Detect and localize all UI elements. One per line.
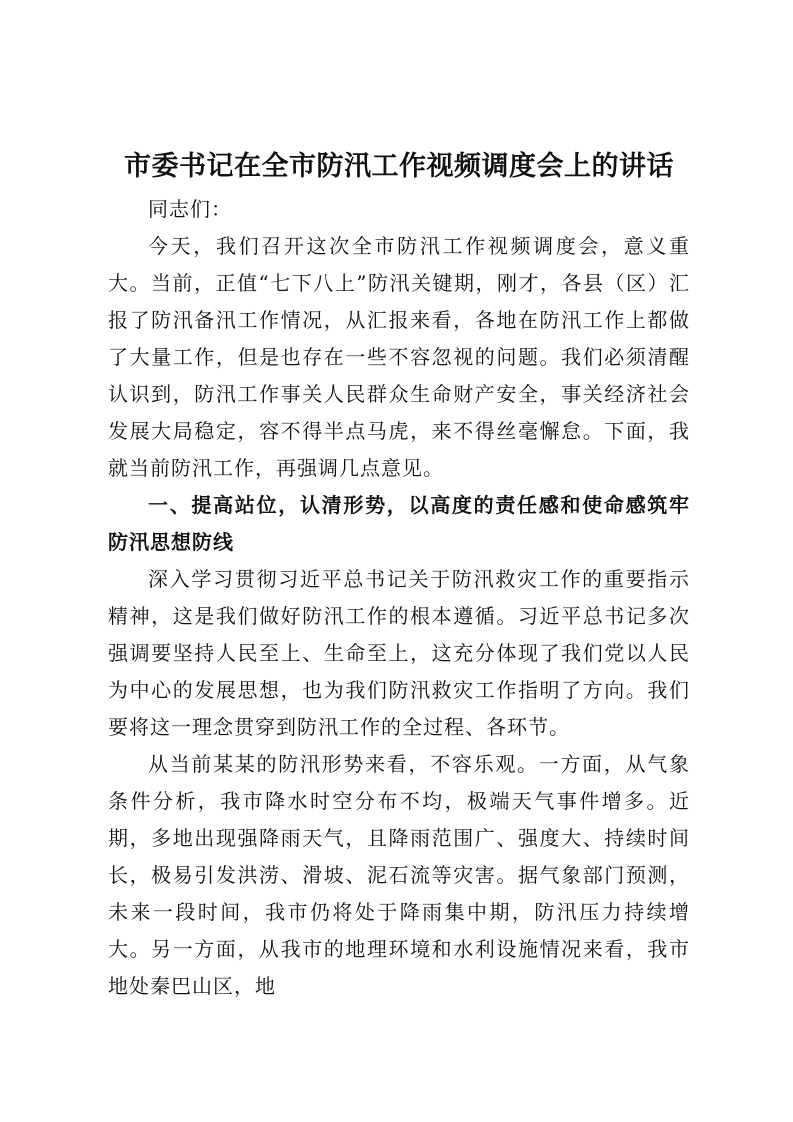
section-heading-1: 一、提高站位，认清形势，以高度的责任感和使命感筑牢防汛思想防线	[108, 493, 690, 554]
document-title: 市委书记在全市防汛工作视频调度会上的讲话	[124, 151, 674, 182]
document-page	[108, 143, 690, 1005]
salutation: 同志们：	[148, 197, 232, 221]
paragraph-opening: 今天，我们召开这次全市防汛工作视频调度会，意义重大。当前，正值“七下八上”防汛关键期，刚才，各县（区）汇报了防汛备汛工作情况，从汇报来看，各地在防汛工作上都做了大量工作，但是也存在一些不容忽视的问题。我们必须清醒认识到，防汛工作事关人民群众生命财产安全，事关经济社会发展大局稳定，容不得半点马虎，来不得丝毫懈怠。下面，我就当前防汛工作，再强调几点意见。	[108, 234, 690, 480]
paragraph-guidance: 深入学习贯彻习近平总书记关于防汛救灾工作的重要指示精神，这是我们做好防汛工作的根本遵循。习近平总书记多次强调要坚持人民至上、生命至上，这充分体现了我们党以人民为中心的发展思想，也为我们防汛救灾工作指明了方向。我们要将这一理念贯穿到防汛工作的全过程、各环节。	[108, 567, 690, 739]
paragraph-situation: 从当前某某的防汛形势来看，不容乐观。一方面，从气象条件分析，我市降水时空分布不均，极端天气事件增多。近期，多地出现强降雨天气，且降雨范围广、强度大、持续时间长，极易引发洪涝、滑坡、泥石流等灾害。据气象部门预测，未来一段时间，我市仍将处于降雨集中期，防汛压力持续增大。另一方面，从我市的地理环境和水利设施情况来看，我市地处秦巴山区，地	[108, 752, 690, 998]
